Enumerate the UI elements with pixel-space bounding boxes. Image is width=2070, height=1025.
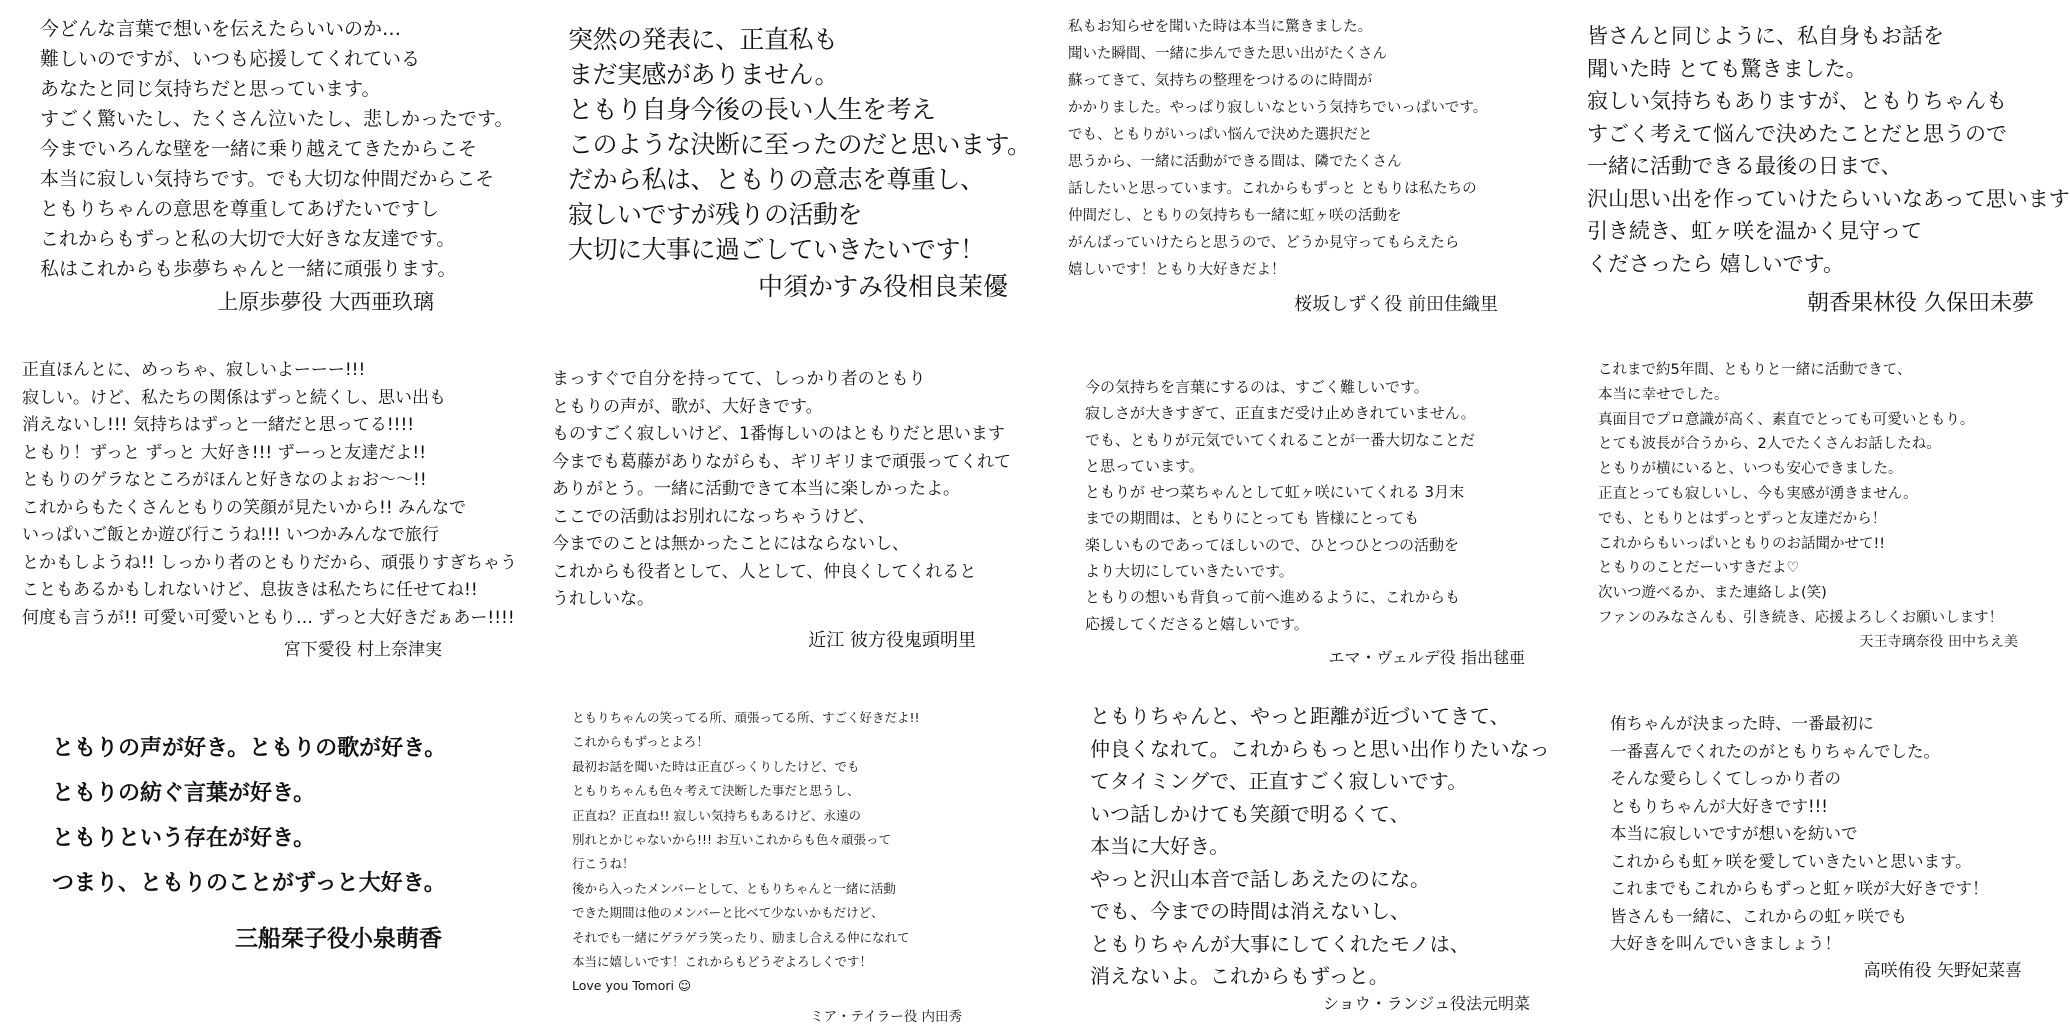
- message-line: ともりが横にいると、いつも安心できました。: [1598, 461, 1903, 478]
- message-line: までの期間は、ともりにとっても 皆様にとっても: [1085, 509, 1420, 528]
- message-line: ともり自身今後の長い人生を考え: [568, 95, 936, 124]
- message-line: 今までのことは無かったことにはならないし、: [552, 534, 909, 554]
- message-signature: 中須かすみ役相良茉優: [757, 272, 1008, 301]
- message-line: 難しいのですが、いつも応援してくれている: [40, 48, 421, 70]
- message-line: でも、ともりがいっぱい悩んで決めた選択だと: [1068, 127, 1373, 143]
- message-line: ともりちゃんが大事にしてくれたモノは、: [1090, 931, 1470, 956]
- message-line: 引き続き、虹ヶ咲を温かく見守って: [1587, 219, 1923, 243]
- message-line: こともあるかもしれないけど、息抜きは私たちに任せてね!!: [22, 580, 478, 600]
- message-line: 一番喜んでくれたのがともりちゃんでした。: [1610, 741, 1940, 761]
- message-line: 次いつ遊べるか、また連絡しよ(笑): [1598, 585, 1827, 602]
- message-line: ファンのみなさんも、引き続き、応援よろしくお願いします！: [1598, 609, 2004, 626]
- message-signature: 高咲侑役 矢野妃菜喜: [1863, 960, 2022, 981]
- message-card-mifune-shioriko: [52, 726, 522, 1006]
- message-line: 別れとかじゃないから!!! お互いこれからも色々頑張って: [572, 832, 892, 848]
- message-card-osaka-shizuku: [1068, 14, 1538, 344]
- message-line: あなたと同じ気持ちだと思っています。: [40, 78, 381, 100]
- message-line: 突然の発表に、正直私も: [568, 25, 838, 54]
- message-signature: エマ・ヴェルデ役 指出毬亜: [1328, 647, 1525, 667]
- message-line: と思っています。: [1085, 456, 1204, 475]
- message-signature: 上原歩夢役 大西亜玖璃: [217, 290, 434, 314]
- message-card-uehara-ayumu: [40, 14, 514, 344]
- message-line: 正直ほんとに、めっちゃ、寂しいよーーー!!!: [22, 360, 366, 380]
- message-line: 今どんな言葉で想いを伝えたらいいのか…: [40, 18, 402, 40]
- message-card-takasaki-yu: [1610, 710, 2042, 1005]
- message-card-emma-verde: [1085, 374, 1545, 674]
- message-line: 本当に幸せでした。: [1598, 386, 1729, 403]
- message-line: まだ実感がありません。: [568, 60, 840, 89]
- message-line: このような決断に至ったのだと思います。: [568, 130, 1032, 159]
- message-line: てタイミングで、正直すごく寂しいです。: [1090, 769, 1468, 793]
- message-line: 寂しい気持ちもありますが、ともりちゃんも: [1587, 89, 2007, 113]
- message-line: これまでもこれからもずっと虹ヶ咲が大好きです！: [1610, 879, 1989, 898]
- message-line: 本当に寂しいですが想いを紡いで: [1610, 824, 1858, 843]
- message-line: くださったら 嬉しいです。: [1587, 251, 1844, 276]
- message-card-nakasu-kasumi: [568, 22, 1038, 352]
- message-line: 仲間だし、ともりの気持ちも一緒に虹ヶ咲の活動を: [1068, 208, 1402, 224]
- message-line: 私はこれからも歩夢ちゃんと一緒に頑張ります。: [40, 258, 457, 280]
- message-line: 正直ね？正直ね!! 寂しい気持ちもあるけど、永遠の: [572, 807, 861, 823]
- message-card-konoe-kanata: [552, 366, 1022, 696]
- message-line: でも、ともりとはずっとずっと友達だから！: [1598, 510, 1887, 527]
- message-line: でも、今までの時間は消えないし、: [1090, 899, 1410, 923]
- message-line: 後から入ったメンバーとして、ともりちゃんと一緒に活動: [572, 880, 896, 896]
- message-line: がんばっていけたらと思うので、どうか見守ってもらえたら: [1068, 235, 1460, 251]
- message-line: すごく驚いたし、たくさん泣いたし、悲しかったです。: [40, 108, 514, 130]
- message-line: ともりちゃんと、やっと距離が近づいてきて、: [1090, 704, 1510, 728]
- message-line: 嬉しいです！ともり大好きだよ！: [1068, 262, 1286, 278]
- message-line: 何度も言うが!! 可愛い可愛いともり… ずっと大好きだぁあー!!!!: [22, 607, 515, 628]
- message-line: 今までも葛藤がありながらも、ギリギリまで頑張ってくれて: [552, 451, 1011, 472]
- message-line: ありがとう。一緒に活動できて本当に楽しかったよ。: [552, 479, 960, 499]
- message-line: ともりの紡ぐ言葉が好き。: [52, 781, 316, 806]
- message-line: そんな愛らしくてしっかり者の: [1610, 769, 1841, 788]
- message-line: 一緒に活動できる最後の日まで、: [1587, 154, 1902, 178]
- message-line: ともりの想いも背負って前へ進めるように、これからも: [1085, 588, 1461, 607]
- message-line: でも、ともりが元気でいてくれることが一番大切なことだ: [1085, 430, 1476, 449]
- message-signature: ショウ・ランジュ役法元明菜: [1323, 993, 1530, 1013]
- message-card-asaka-karin: [1587, 20, 2070, 350]
- message-line: 消えないし!!! 気持ちはずっと一緒だと思ってる!!!!: [22, 415, 415, 435]
- message-line: 本当に寂しい気持ちです。でも大切な仲間だからこそ: [40, 168, 495, 190]
- message-line: 消えないよ。これからもずっと。: [1090, 964, 1389, 988]
- message-signature: 近江 彼方役鬼頭明里: [808, 629, 976, 651]
- message-line: 聞いた時 とても驚きました。: [1587, 56, 1867, 81]
- message-line: これからも虹ヶ咲を愛していきたいと思います。: [1610, 851, 1972, 871]
- message-signature: ミア・テイラー役 内田秀: [810, 1008, 962, 1025]
- message-line: ともりの声が好き。ともりの歌が好き。: [52, 736, 447, 761]
- message-line: より大切にしていきたいです。: [1085, 562, 1294, 581]
- message-line: これからもずっと私の大切で大好きな友達です。: [40, 228, 456, 250]
- message-line: だから私は、ともりの意志を尊重し、: [568, 165, 985, 194]
- message-line: Love you Tomori ☺: [572, 978, 691, 994]
- message-line: 侑ちゃんが決まった時、一番最初に: [1610, 714, 1874, 733]
- message-card-tennoji-rina: [1598, 358, 2038, 688]
- message-line: 思うから、一緒に活動ができる間は、隣でたくさん: [1068, 154, 1402, 170]
- message-line: ともり！ずっと ずっと 大好き!!! ずーっと友達だよ!!: [22, 442, 427, 463]
- message-line: ともりのゲラなところがほんと好きなのよぉお〜〜!!: [22, 470, 427, 490]
- message-line: すごく考えて悩んで決めたことだと思うので: [1587, 121, 2007, 146]
- message-card-miyashita-ai: [22, 357, 522, 687]
- message-line: ともりちゃんが大好きです!!!: [1610, 796, 1828, 816]
- message-line: 大好きを叫んでいきましょう！: [1610, 934, 1841, 953]
- message-line: ともりの声が、歌が、大好きです。: [552, 396, 823, 417]
- message-line: 私もお知らせを聞いた時は本当に驚きました。: [1068, 19, 1373, 35]
- message-line: ものすごく寂しいけど、1番悔しいのはともりだと思います: [552, 424, 1005, 444]
- message-line: これからも役者として、人として、仲良くしてくれると: [552, 561, 977, 582]
- message-line: ともりのことだーいすきだよ♡: [1598, 560, 1800, 577]
- message-line: かかりました。やっぱり寂しいなという気持ちでいっぱいです。: [1068, 100, 1488, 116]
- message-signature: 朝香果林役 久保田未夢: [1807, 291, 2034, 316]
- message-line: とても波長が合うから、2人でたくさんお話したね。: [1598, 436, 1941, 453]
- message-line: 今の気持ちを言葉にするのは、すごく難しいです。: [1085, 378, 1429, 396]
- message-line: やっと沢山本音で話しあえたのにな。: [1090, 866, 1430, 891]
- message-line: いつ話しかけても笑顔で明るくて、: [1090, 801, 1410, 826]
- message-line: 大切に大事に過ごしていきたいです！: [568, 235, 985, 264]
- message-signature: 天王寺璃奈役 田中ちえ美: [1859, 633, 2018, 650]
- message-line: ここでの活動はお別れになっちゃうけど、: [552, 506, 875, 527]
- message-line: 最初お話を聞いた時は正直びっくりしたけど、でも: [572, 758, 860, 774]
- message-line: それでも一緒にゲラゲラ笑ったり、励まし合える仲になれて: [572, 929, 910, 945]
- message-line: できた期間は他のメンバーと比べて少ないかもだけど、: [572, 905, 884, 921]
- message-line: 応援してくださると嬉しいです。: [1085, 614, 1309, 633]
- message-line: ともりちゃんの笑ってる所、頑張ってる所、すごく好きだよ!!: [572, 710, 920, 725]
- message-signature: 宮下愛役 村上奈津実: [283, 640, 442, 660]
- message-signature: 桜坂しずく役 前田佳織里: [1294, 294, 1498, 315]
- message-line: これまで約5年間、ともりと一緒に活動できて、: [1598, 362, 1912, 378]
- message-line: 蘇ってきて、気持ちの整理をつけるのに時間が: [1068, 73, 1373, 89]
- message-line: 聞いた瞬間、一緒に歩んできた思い出がたくさん: [1068, 46, 1387, 62]
- message-line: 正直とっても寂しいし、今も実感が湧きません。: [1598, 485, 1918, 502]
- message-line: 皆さんも一緒に、これからの虹ヶ咲でも: [1610, 906, 1907, 926]
- message-line: まっすぐで自分を持ってて、しっかり者のともり: [552, 369, 926, 389]
- message-line: いっぱいご飯とか遊び行こうね!!! いつかみんなで旅行: [22, 525, 439, 545]
- message-line: 行こうね！: [572, 856, 635, 872]
- message-line: とかもしようね!! しっかり者のともりだから、頑張りすぎちゃう: [22, 552, 518, 573]
- message-line: 本当に嬉しいです！これからもどうぞよろしくです！: [572, 954, 873, 970]
- message-line: 寂しさが大きすぎて、正直まだ受け止めきれていません。: [1085, 404, 1476, 423]
- message-line: 沢山思い出を作っていけたらいいなあって思います: [1587, 186, 2070, 211]
- message-line: 真面目でプロ意識が高く、素直でとっても可愛いともり。: [1598, 411, 1975, 428]
- message-line: 皆さんと同じように、私自身もお話を: [1587, 24, 1944, 48]
- message-line: 楽しいものであってほしいので、ひとつひとつの活動を: [1085, 535, 1459, 554]
- message-signature: 三船栞子役小泉萌香: [235, 926, 442, 952]
- message-line: 寂しいですが残りの活動を: [568, 200, 863, 229]
- message-line: これからもいっぱいともりのお話聞かせて!!: [1598, 535, 1886, 552]
- message-line: これからもずっとよろ！: [572, 734, 709, 750]
- message-line: これからもたくさんともりの笑顔が見たいから!! みんなで: [22, 497, 467, 518]
- message-line: 話したいと思っています。これからもずっと ともりは私たちの: [1068, 181, 1477, 197]
- message-line: ともりちゃんも色々考えて決断した事だと思うし、: [572, 783, 860, 799]
- message-line: ともりという存在が好き。: [52, 826, 316, 851]
- message-card-mia-taylor: [572, 706, 1022, 1025]
- message-line: 仲良くなれて。これからもっと思い出作りたいなっ: [1090, 736, 1550, 761]
- message-line: 本当に大好き。: [1090, 834, 1230, 858]
- message-line: つまり、ともりのことがずっと大好き。: [52, 871, 446, 896]
- message-line: ともりちゃんの意思を尊重してあげたいですし: [40, 198, 440, 220]
- message-line: うれしいな。: [552, 589, 654, 609]
- message-line: 今までいろんな壁を一緒に乗り越えてきたからこそ: [40, 138, 478, 160]
- message-card-shou-lanzhu: [1090, 700, 1550, 1013]
- message-line: 寂しい。けど、私たちの関係はずっと続くし、思い出も: [22, 387, 446, 408]
- message-line: ともりが せつ菜ちゃんとして虹ヶ咲にいてくれる 3月末: [1085, 483, 1465, 502]
